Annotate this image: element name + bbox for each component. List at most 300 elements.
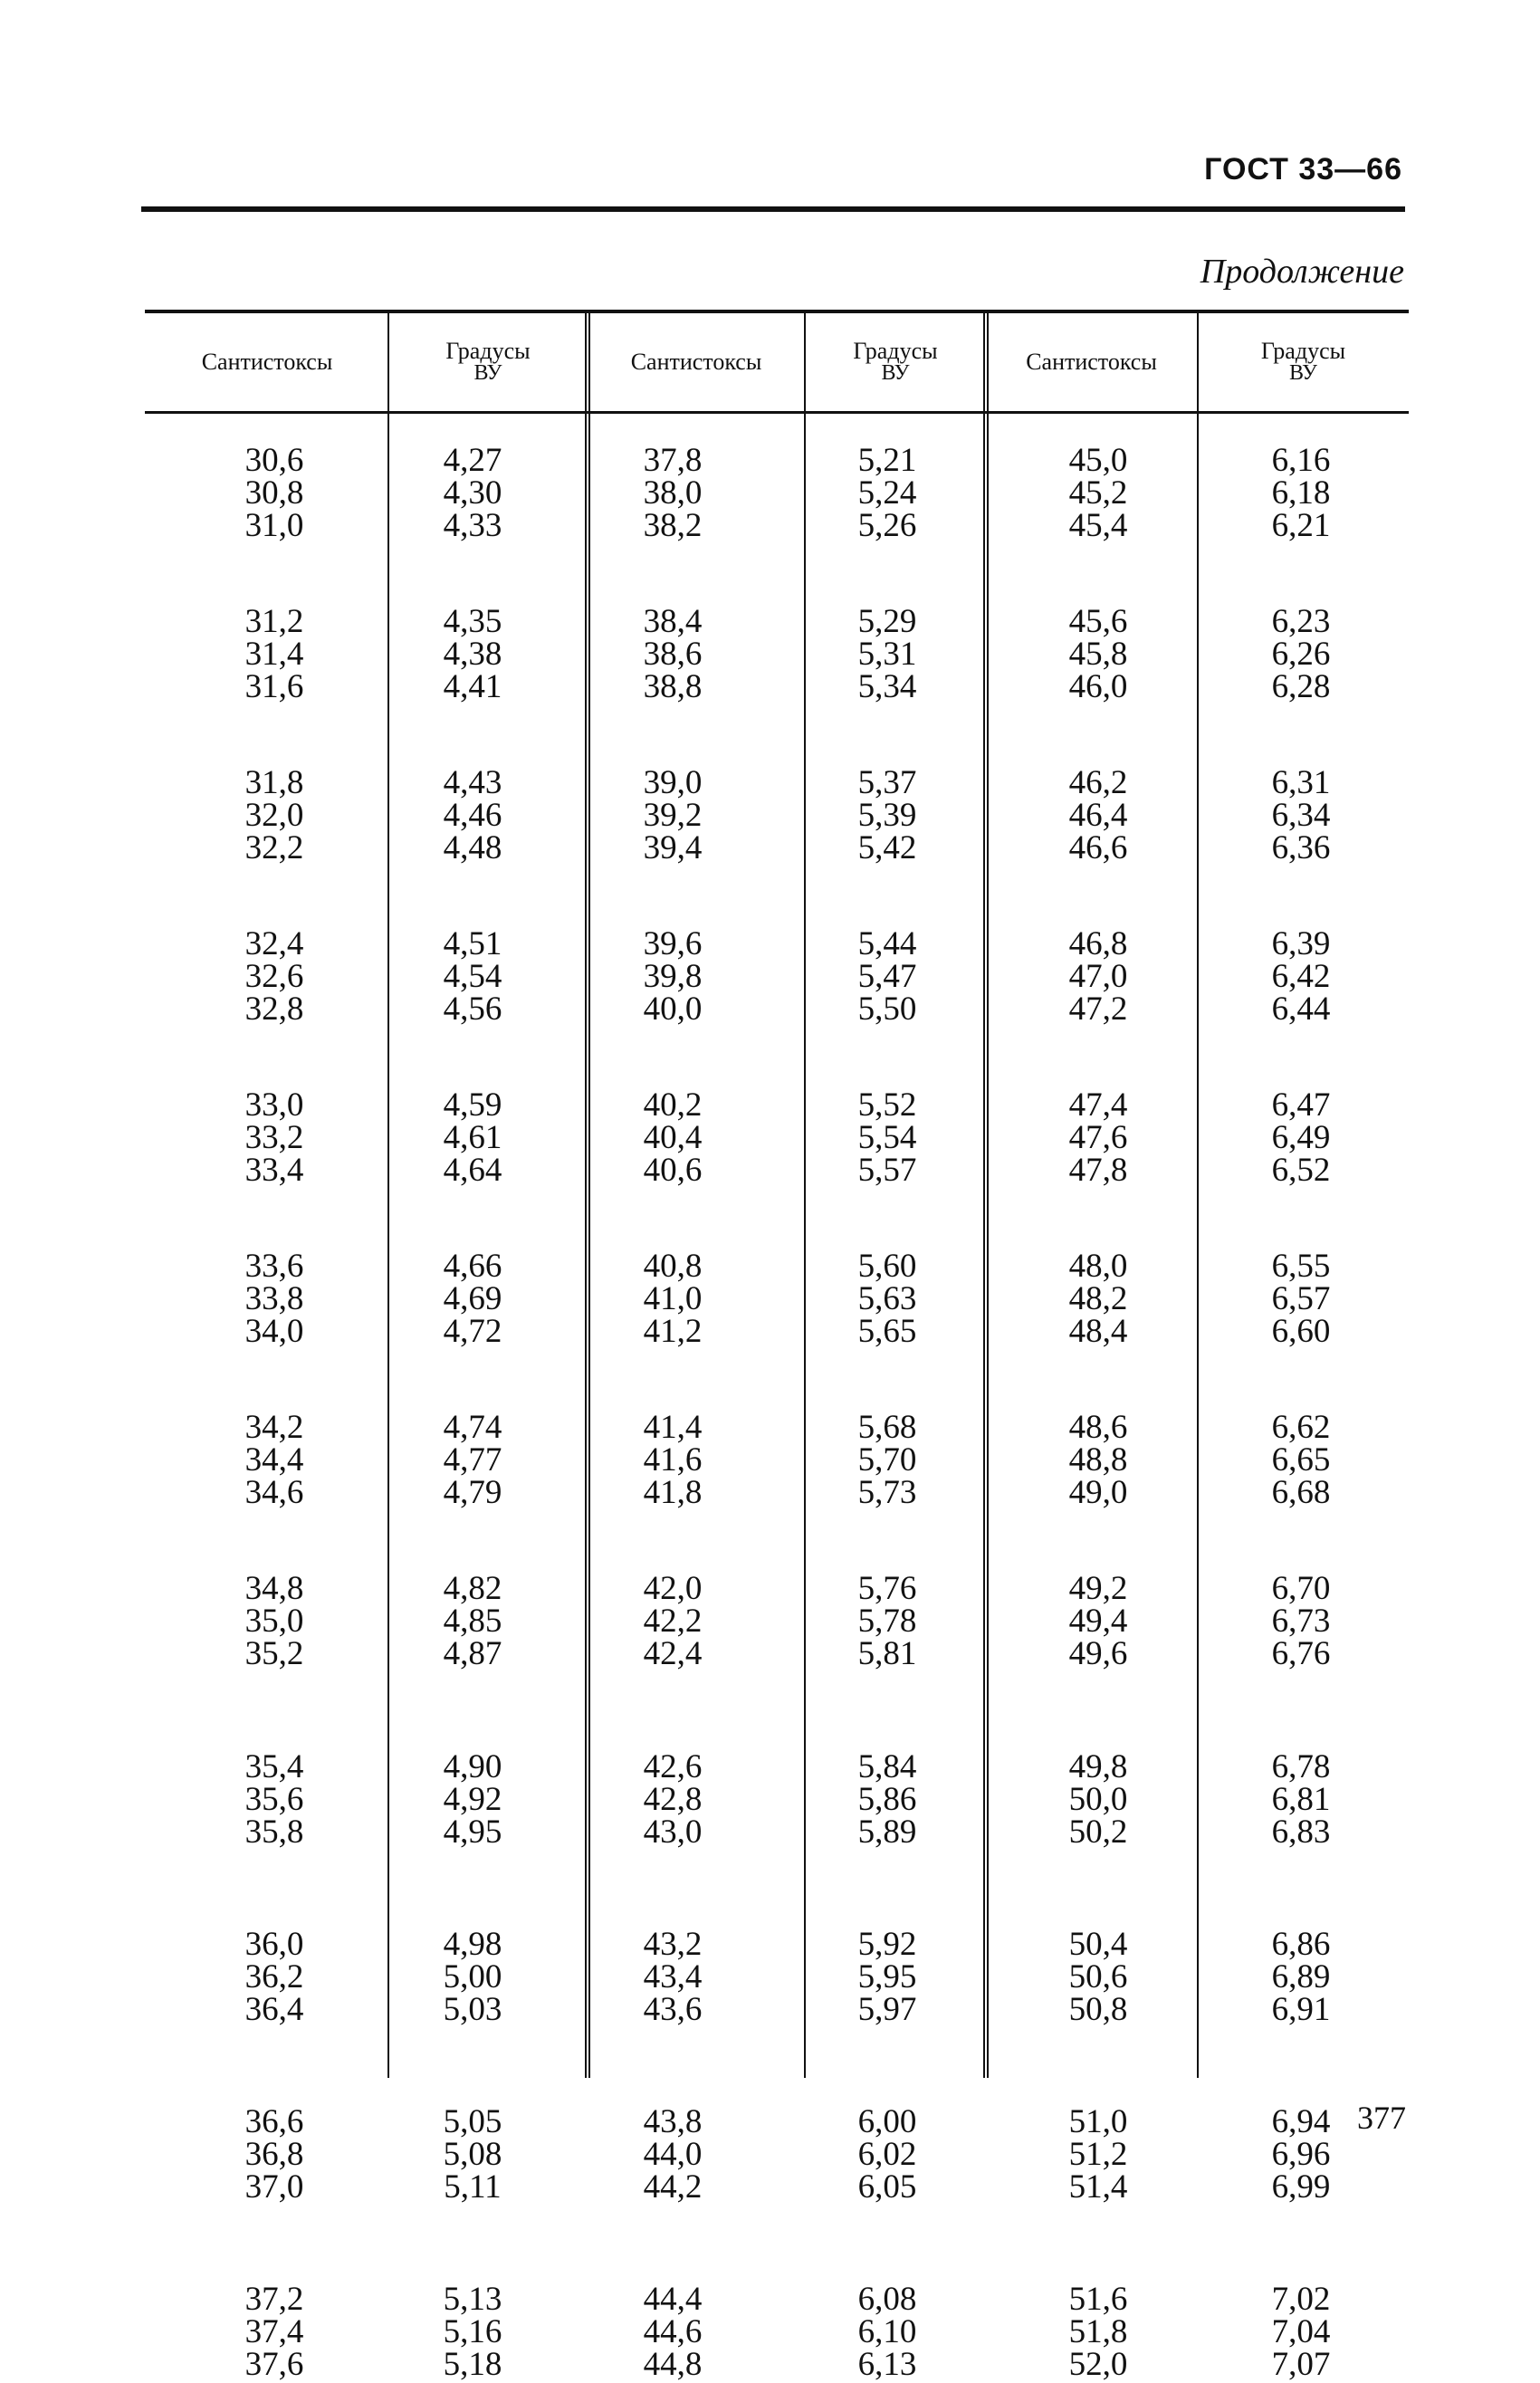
table-cell: 44,0 xyxy=(643,2136,703,2173)
table-cell: 6,42 xyxy=(1271,958,1331,995)
table-cell: 48,0 xyxy=(1068,1248,1128,1285)
row-group xyxy=(400,1409,545,1511)
table-cell: 45,2 xyxy=(1068,474,1128,512)
table-cell: 6,18 xyxy=(1271,474,1331,512)
row-group xyxy=(1026,2283,1171,2381)
table-cell: 5,34 xyxy=(857,668,917,705)
column-divider xyxy=(987,414,989,2078)
table-column-2 xyxy=(400,442,545,2383)
table-cell: 45,4 xyxy=(1068,507,1128,544)
table-cell: 4,56 xyxy=(443,991,502,1028)
table-cell: 4,46 xyxy=(443,797,502,834)
row-group xyxy=(815,925,960,1028)
table-cell: 41,6 xyxy=(643,1441,703,1479)
table-header xyxy=(145,313,1409,411)
table-cell: 37,8 xyxy=(643,442,703,479)
table-cell: 6,86 xyxy=(1271,1926,1331,1963)
table-cell: 5,13 xyxy=(443,2281,502,2318)
table-cell: 7,07 xyxy=(1271,2346,1331,2383)
column-divider xyxy=(1197,414,1199,2078)
table-cell: 43,6 xyxy=(643,1991,703,2028)
table-cell: 38,4 xyxy=(643,603,703,640)
table-cell: 49,8 xyxy=(1068,1748,1128,1785)
table-cell: 43,4 xyxy=(643,1958,703,1995)
table-cell: 6,47 xyxy=(1271,1086,1331,1124)
table-cell: 39,4 xyxy=(643,829,703,866)
table-cell: 6,34 xyxy=(1271,797,1331,834)
table-cell: 36,6 xyxy=(244,2103,304,2140)
row-group xyxy=(202,925,347,1028)
table-cell: 32,0 xyxy=(244,797,304,834)
row-group xyxy=(600,603,745,705)
table-cell: 5,44 xyxy=(857,925,917,962)
table-cell: 46,8 xyxy=(1068,925,1128,962)
table-cell: 34,4 xyxy=(244,1441,304,1479)
table-cell: 33,4 xyxy=(244,1152,304,1189)
table-cell: 35,6 xyxy=(244,1781,304,1818)
table-cell: 36,4 xyxy=(244,1991,304,2028)
column-header-label: Градусы xyxy=(853,338,938,364)
table-cell: 46,4 xyxy=(1068,797,1128,834)
page-number: 377 xyxy=(1357,2100,1406,2136)
row-group xyxy=(1229,1409,1373,1511)
table-cell: 6,08 xyxy=(857,2281,917,2318)
table-cell: 52,0 xyxy=(1068,2346,1128,2383)
table-cell: 5,08 xyxy=(443,2136,502,2173)
table-cell: 44,6 xyxy=(643,2313,703,2350)
column-header-unit: ВУ xyxy=(1288,361,1318,385)
table-cell: 46,0 xyxy=(1068,668,1128,705)
row-group xyxy=(1229,2283,1373,2381)
row-group xyxy=(815,1570,960,1672)
table-cell: 4,74 xyxy=(443,1409,502,1446)
table-cell: 40,8 xyxy=(643,1248,703,1285)
table-cell: 5,11 xyxy=(444,2168,502,2206)
row-group xyxy=(202,2103,347,2206)
table-cell: 6,68 xyxy=(1271,1474,1331,1511)
table-cell: 39,0 xyxy=(643,764,703,801)
table-cell: 6,00 xyxy=(857,2103,917,2140)
table-cell: 5,81 xyxy=(857,1635,917,1672)
table-cell: 6,76 xyxy=(1271,1635,1331,1672)
row-group xyxy=(400,603,545,705)
table-cell: 50,2 xyxy=(1068,1814,1128,1851)
table-cell: 4,85 xyxy=(443,1603,502,1640)
table-cell: 5,73 xyxy=(857,1474,917,1511)
table-cell: 31,8 xyxy=(244,764,304,801)
table-cell: 6,81 xyxy=(1271,1781,1331,1818)
table-cell: 4,59 xyxy=(443,1086,502,1124)
row-group xyxy=(202,1928,347,2026)
table-cell: 6,96 xyxy=(1271,2136,1331,2173)
row-group xyxy=(400,442,545,544)
row-group xyxy=(815,1748,960,1851)
table-column-3 xyxy=(600,442,745,2383)
row-group xyxy=(1026,2103,1171,2206)
column-header-label: Градусы xyxy=(1260,338,1346,364)
row-group xyxy=(600,2103,745,2206)
table-cell: 32,2 xyxy=(244,829,304,866)
table-cell: 42,8 xyxy=(643,1781,703,1818)
row-group xyxy=(202,764,347,866)
table-cell: 34,0 xyxy=(244,1313,304,1350)
table-cell: 33,6 xyxy=(244,1248,304,1285)
table-cell: 6,10 xyxy=(857,2313,917,2350)
row-group xyxy=(600,764,745,866)
table-cell: 50,0 xyxy=(1068,1781,1128,1818)
table-cell: 47,6 xyxy=(1068,1119,1128,1156)
table-cell: 5,68 xyxy=(857,1409,917,1446)
table-cell: 4,72 xyxy=(443,1313,502,1350)
table-cell: 5,16 xyxy=(443,2313,502,2350)
table-cell: 6,52 xyxy=(1271,1152,1331,1189)
row-group xyxy=(600,1086,745,1189)
table-cell: 36,0 xyxy=(244,1926,304,1963)
row-group xyxy=(600,925,745,1028)
row-group xyxy=(400,1570,545,1672)
table-cell: 5,84 xyxy=(857,1748,917,1785)
column-divider xyxy=(585,313,587,411)
column-divider xyxy=(804,313,806,411)
row-group xyxy=(1229,603,1373,705)
table-cell: 51,4 xyxy=(1068,2168,1128,2206)
table-cell: 45,0 xyxy=(1068,442,1128,479)
table-cell: 6,78 xyxy=(1271,1748,1331,1785)
table-cell: 4,66 xyxy=(443,1248,502,1285)
table-column-5 xyxy=(1026,442,1171,2383)
table-cell: 44,4 xyxy=(643,2281,703,2318)
table-cell: 4,33 xyxy=(443,507,502,544)
table-cell: 6,55 xyxy=(1271,1248,1331,1285)
table-cell: 5,26 xyxy=(857,507,917,544)
table-cell: 6,99 xyxy=(1271,2168,1331,2206)
table-cell: 4,98 xyxy=(443,1926,502,1963)
table-cell: 5,31 xyxy=(857,636,917,673)
row-group xyxy=(1026,1250,1171,1348)
table-cell: 46,6 xyxy=(1068,829,1128,866)
table-cell: 6,65 xyxy=(1271,1441,1331,1479)
document-code: ГОСТ 33—66 xyxy=(1204,152,1402,187)
table-cell: 6,73 xyxy=(1271,1603,1331,1640)
table-cell: 50,4 xyxy=(1068,1926,1128,1963)
table-cell: 4,95 xyxy=(443,1814,502,1851)
table-cell: 49,6 xyxy=(1068,1635,1128,1672)
table-cell: 51,0 xyxy=(1068,2103,1128,2140)
table-cell: 6,70 xyxy=(1271,1570,1331,1607)
table-cell: 6,49 xyxy=(1271,1119,1331,1156)
table-cell: 4,54 xyxy=(443,958,502,995)
continuation-label: Продолжение xyxy=(1200,253,1404,291)
table-cell: 6,91 xyxy=(1271,1991,1331,2028)
column-divider xyxy=(983,313,985,411)
row-group xyxy=(600,1928,745,2026)
table-cell: 49,4 xyxy=(1068,1603,1128,1640)
table-cell: 36,2 xyxy=(244,1958,304,1995)
table-cell: 5,05 xyxy=(443,2103,502,2140)
table-cell: 44,2 xyxy=(643,2168,703,2206)
table-cell: 4,51 xyxy=(443,925,502,962)
table-cell: 34,2 xyxy=(244,1409,304,1446)
table-cell: 51,2 xyxy=(1068,2136,1128,2173)
column-header-label: Градусы xyxy=(445,338,531,364)
table-cell: 6,83 xyxy=(1271,1814,1331,1851)
table-column-1 xyxy=(202,442,347,2383)
table-cell: 34,8 xyxy=(244,1570,304,1607)
table-cell: 32,8 xyxy=(244,991,304,1028)
table-cell: 33,0 xyxy=(244,1086,304,1124)
table-cell: 41,4 xyxy=(643,1409,703,1446)
table-cell: 5,21 xyxy=(857,442,917,479)
row-group xyxy=(815,764,960,866)
table-cell: 33,2 xyxy=(244,1119,304,1156)
table-cell: 43,2 xyxy=(643,1926,703,1963)
table-cell: 44,8 xyxy=(643,2346,703,2383)
table-cell: 6,23 xyxy=(1271,603,1331,640)
table-cell: 5,63 xyxy=(857,1280,917,1317)
table-cell: 5,00 xyxy=(443,1958,502,1995)
table-cell: 4,41 xyxy=(443,668,502,705)
column-divider xyxy=(387,414,389,2078)
table-cell: 42,6 xyxy=(643,1748,703,1785)
table-cell: 42,2 xyxy=(643,1603,703,1640)
table-cell: 5,29 xyxy=(857,603,917,640)
column-divider xyxy=(588,313,590,411)
column-header-unit: ВУ xyxy=(473,361,502,385)
table-cell: 32,6 xyxy=(244,958,304,995)
table-cell: 5,03 xyxy=(443,1991,502,2028)
row-group xyxy=(600,1570,745,1672)
table-cell: 31,4 xyxy=(244,636,304,673)
table-cell: 40,4 xyxy=(643,1119,703,1156)
table-cell: 6,62 xyxy=(1271,1409,1331,1446)
table-cell: 48,4 xyxy=(1068,1313,1128,1350)
table-cell: 6,28 xyxy=(1271,668,1331,705)
column-header-unit: ВУ xyxy=(881,361,910,385)
table-cell: 4,38 xyxy=(443,636,502,673)
row-group xyxy=(400,925,545,1028)
table-cell: 49,0 xyxy=(1068,1474,1128,1511)
row-group xyxy=(1229,925,1373,1028)
row-group xyxy=(1026,925,1171,1028)
row-group xyxy=(600,1250,745,1348)
column-header-label: Сантистоксы xyxy=(201,349,333,375)
table-cell: 6,02 xyxy=(857,2136,917,2173)
table-cell: 5,50 xyxy=(857,991,917,1028)
row-group xyxy=(1026,603,1171,705)
table-cell: 51,6 xyxy=(1068,2281,1128,2318)
column-header-label: Сантистоксы xyxy=(1026,349,1157,375)
column-header-5 xyxy=(985,313,1198,411)
table-cell: 6,44 xyxy=(1271,991,1331,1028)
table-cell: 4,79 xyxy=(443,1474,502,1511)
row-group xyxy=(1229,1570,1373,1672)
row-group xyxy=(600,2283,745,2381)
column-header-2 xyxy=(389,313,587,411)
table-cell: 6,57 xyxy=(1271,1280,1331,1317)
table-cell: 5,52 xyxy=(857,1086,917,1124)
table-cell: 33,8 xyxy=(244,1280,304,1317)
row-group xyxy=(202,603,347,705)
table-cell: 6,89 xyxy=(1271,1958,1331,1995)
table-cell: 6,36 xyxy=(1271,829,1331,866)
table-cell: 4,90 xyxy=(443,1748,502,1785)
table-cell: 31,0 xyxy=(244,507,304,544)
column-divider xyxy=(804,414,806,2078)
row-group xyxy=(815,2103,960,2206)
row-group xyxy=(1229,442,1373,544)
table-cell: 4,69 xyxy=(443,1280,502,1317)
table-cell: 35,2 xyxy=(244,1635,304,1672)
table-cell: 31,6 xyxy=(244,668,304,705)
table-cell: 42,0 xyxy=(643,1570,703,1607)
row-group xyxy=(1229,764,1373,866)
row-group xyxy=(815,1409,960,1511)
row-group xyxy=(202,1748,347,1851)
row-group xyxy=(400,2283,545,2381)
table-cell: 4,61 xyxy=(443,1119,502,1156)
table-cell: 5,42 xyxy=(857,829,917,866)
table-cell: 6,39 xyxy=(1271,925,1331,962)
table-cell: 5,76 xyxy=(857,1570,917,1607)
table-cell: 39,6 xyxy=(643,925,703,962)
table-cell: 6,16 xyxy=(1271,442,1331,479)
row-group xyxy=(1229,1748,1373,1851)
table-cell: 5,86 xyxy=(857,1781,917,1818)
table-cell: 5,37 xyxy=(857,764,917,801)
table-cell: 47,4 xyxy=(1068,1086,1128,1124)
table-cell: 4,43 xyxy=(443,764,502,801)
table-cell: 48,8 xyxy=(1068,1441,1128,1479)
row-group xyxy=(1026,764,1171,866)
row-group xyxy=(815,1928,960,2026)
table-cell: 4,27 xyxy=(443,442,502,479)
row-group xyxy=(1026,1748,1171,1851)
table-cell: 37,6 xyxy=(244,2346,304,2383)
table-cell: 36,8 xyxy=(244,2136,304,2173)
row-group xyxy=(1026,1409,1171,1511)
table-cell: 50,8 xyxy=(1068,1991,1128,2028)
table-cell: 47,2 xyxy=(1068,991,1128,1028)
table-cell: 30,8 xyxy=(244,474,304,512)
column-header-label: Сантистоксы xyxy=(630,349,762,375)
row-group xyxy=(400,1086,545,1189)
table-cell: 49,2 xyxy=(1068,1570,1128,1607)
column-divider xyxy=(1197,313,1199,411)
row-group xyxy=(1026,1570,1171,1672)
row-group xyxy=(202,1570,347,1672)
table-cell: 40,2 xyxy=(643,1086,703,1124)
table-cell: 5,70 xyxy=(857,1441,917,1479)
table-cell: 40,6 xyxy=(643,1152,703,1189)
table-cell: 51,8 xyxy=(1068,2313,1128,2350)
table-cell: 42,4 xyxy=(643,1635,703,1672)
row-group xyxy=(815,603,960,705)
table-cell: 41,2 xyxy=(643,1313,703,1350)
column-divider xyxy=(987,313,989,411)
row-group xyxy=(1229,1928,1373,2026)
table-cell: 39,8 xyxy=(643,958,703,995)
column-divider xyxy=(983,414,985,2078)
column-divider xyxy=(588,414,590,2078)
row-group xyxy=(202,1250,347,1348)
table-cell: 37,2 xyxy=(244,2281,304,2318)
table-cell: 4,30 xyxy=(443,474,502,512)
column-header-6 xyxy=(1198,313,1409,411)
row-group xyxy=(1229,1250,1373,1348)
table-cell: 30,6 xyxy=(244,442,304,479)
table-cell: 6,05 xyxy=(857,2168,917,2206)
table-cell: 37,0 xyxy=(244,2168,304,2206)
table-cell: 5,24 xyxy=(857,474,917,512)
table-cell: 38,2 xyxy=(643,507,703,544)
table-cell: 31,2 xyxy=(244,603,304,640)
table-cell: 7,04 xyxy=(1271,2313,1331,2350)
table-cell: 5,95 xyxy=(857,1958,917,1995)
row-group xyxy=(1229,1086,1373,1189)
row-group xyxy=(202,442,347,544)
table-cell: 48,6 xyxy=(1068,1409,1128,1446)
table-cell: 6,13 xyxy=(857,2346,917,2383)
row-group xyxy=(202,2283,347,2381)
column-header-1 xyxy=(145,313,389,411)
row-group xyxy=(1026,1086,1171,1189)
row-group xyxy=(600,1409,745,1511)
table-cell: 4,48 xyxy=(443,829,502,866)
table-cell: 38,6 xyxy=(643,636,703,673)
row-group xyxy=(815,442,960,544)
table-cell: 37,4 xyxy=(244,2313,304,2350)
table-cell: 6,31 xyxy=(1271,764,1331,801)
table-cell: 5,60 xyxy=(857,1248,917,1285)
row-group xyxy=(400,2103,545,2206)
row-group xyxy=(400,764,545,866)
table-cell: 5,47 xyxy=(857,958,917,995)
table-cell: 4,35 xyxy=(443,603,502,640)
table-cell: 4,87 xyxy=(443,1635,502,1672)
table-cell: 34,6 xyxy=(244,1474,304,1511)
table-cell: 41,0 xyxy=(643,1280,703,1317)
row-group xyxy=(202,1409,347,1511)
row-group xyxy=(600,1748,745,1851)
table-column-6 xyxy=(1229,442,1373,2383)
column-header-3 xyxy=(587,313,806,411)
row-group xyxy=(815,2283,960,2381)
table-cell: 5,39 xyxy=(857,797,917,834)
table-cell: 5,54 xyxy=(857,1119,917,1156)
table-cell: 5,57 xyxy=(857,1152,917,1189)
row-group xyxy=(600,442,745,544)
table-cell: 38,8 xyxy=(643,668,703,705)
row-group xyxy=(1026,442,1171,544)
table-cell: 5,97 xyxy=(857,1991,917,2028)
row-group xyxy=(400,1250,545,1348)
table-cell: 45,8 xyxy=(1068,636,1128,673)
table-cell: 4,92 xyxy=(443,1781,502,1818)
row-group xyxy=(1229,2103,1373,2206)
table-cell: 6,60 xyxy=(1271,1313,1331,1350)
table-cell: 43,8 xyxy=(643,2103,703,2140)
table-cell: 47,8 xyxy=(1068,1152,1128,1189)
table-cell: 5,92 xyxy=(857,1926,917,1963)
table-cell: 5,65 xyxy=(857,1313,917,1350)
row-group xyxy=(815,1250,960,1348)
table-cell: 6,21 xyxy=(1271,507,1331,544)
table-cell: 7,02 xyxy=(1271,2281,1331,2318)
column-header-4 xyxy=(806,313,985,411)
table-cell: 6,26 xyxy=(1271,636,1331,673)
table-cell: 50,6 xyxy=(1068,1958,1128,1995)
table-column-4 xyxy=(815,442,960,2383)
